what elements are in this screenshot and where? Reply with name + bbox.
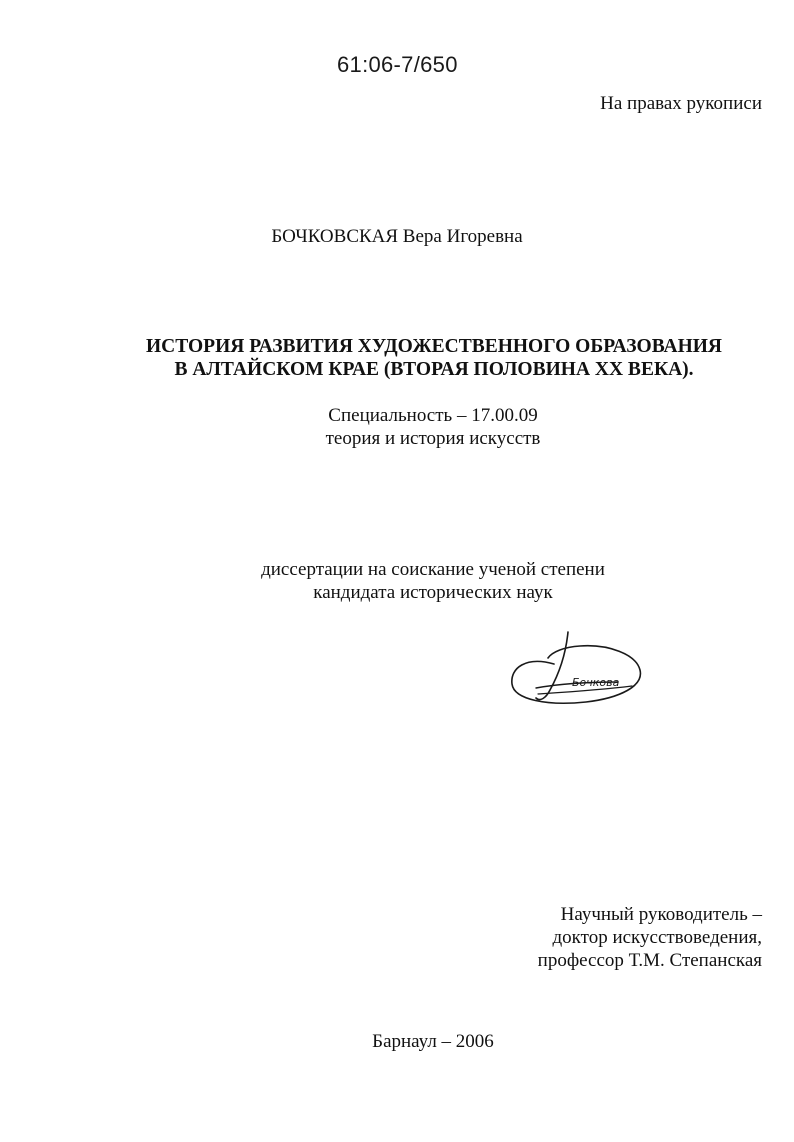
archive-stamp-number: 61:06-7/650 — [337, 52, 458, 77]
signature-text: Бочкова — [572, 676, 620, 689]
title-line-2: В АЛТАЙСКОМ КРАЕ (ВТОРАЯ ПОЛОВИНА XX ВЕКА). — [174, 359, 694, 380]
specialty-block — [0, 404, 794, 450]
author-name: БОЧКОВСКАЯ Вера Игоревна — [271, 226, 523, 247]
title-line-1: ИСТОРИЯ РАЗВИТИЯ ХУДОЖЕСТВЕННОГО ОБРАЗОВАНИЯ — [145, 336, 722, 357]
rights-note: На правах рукописи — [600, 93, 762, 114]
advisor-line-2: доктор искусствоведения, — [552, 927, 762, 948]
dissertation-title — [0, 335, 794, 381]
degree-line-1: диссертации на соискание ученой степени — [261, 559, 605, 580]
city-year: Барнаул – 2006 — [372, 1031, 494, 1052]
signature-icon — [508, 628, 648, 710]
advisor-line-1: Научный руководитель – — [560, 904, 762, 925]
degree-line-2: кандидата исторических наук — [313, 582, 553, 603]
advisor-line-3: профессор Т.М. Степанская — [537, 950, 762, 971]
degree-block — [0, 558, 794, 604]
specialty-code: Специальность – 17.00.09 — [328, 405, 538, 426]
advisor-block — [538, 903, 762, 972]
specialty-name: теория и история искусств — [325, 428, 541, 449]
